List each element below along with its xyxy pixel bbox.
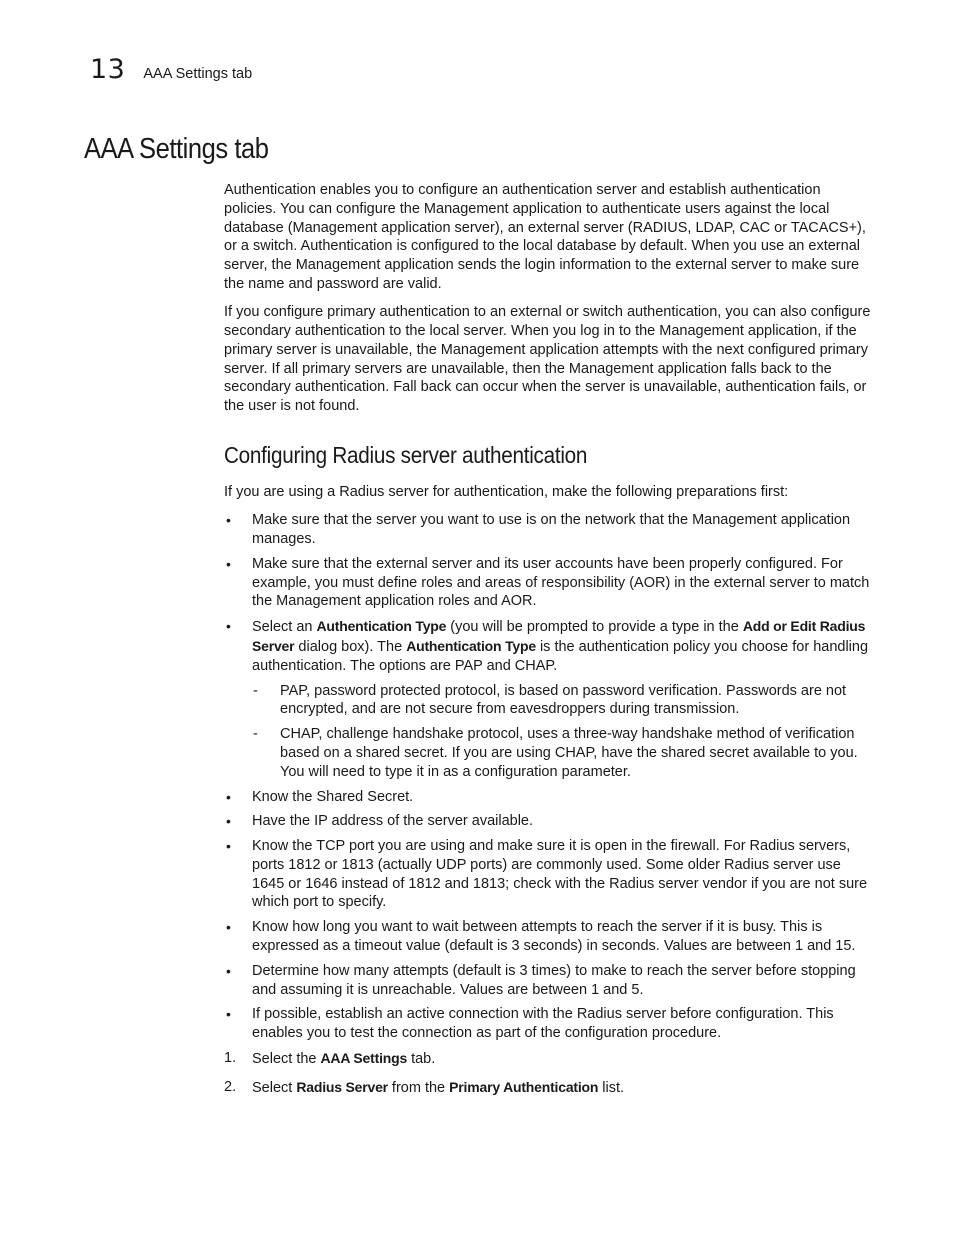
- procedure-steps: [224, 1049, 874, 1098]
- step-number: 1.: [224, 1050, 237, 1067]
- section-heading: Configuring Radius server authentication: [224, 441, 588, 468]
- list-item: • Determine how many attempts (default is 3 times) to make to reach the server before stopping and assuming it is unreachable. Values are between 1 and 5.: [224, 962, 874, 1000]
- list-item: • Make sure that the server you want to use is on the network that the Management application manages.: [224, 511, 874, 549]
- chapter-number: 13: [90, 54, 126, 85]
- list-item: • Make sure that the external server and its user accounts have been properly configured. For example, you must define roles and areas of responsibility (AOR) in the external server to match the Management application roles and AOR.: [224, 555, 874, 611]
- ui-term-authentication-type: Authentication Type: [316, 618, 447, 635]
- list-item: • Know the TCP port you are using and make sure it is open in the firewall. For Radius servers, ports 1812 or 1813 (actually UDP ports) are commonly used. Some older Radius server use 1645 or 1646 instead of 1812 and 1813; check with the Radius server vendor if you are not sure which port to specify.: [224, 837, 874, 912]
- sub-list-item: - CHAP, challenge handshake protocol, uses a three-way handshake method of verification based on a shared secret. If you are using CHAP, have the shared secret available to you. You will need to type it in as a configuration parameter.: [252, 725, 874, 781]
- list-item: • If possible, establish an active connection with the Radius server before configuration. This enables you to test the connection as part of the configuration procedure.: [224, 1005, 874, 1043]
- text-run: is the authentication policy you choose for handling authentication. The options are PAP and CHAP.: [252, 638, 869, 674]
- preparation-list: [224, 511, 874, 1043]
- list-item: [224, 617, 874, 781]
- page-header: [90, 54, 252, 86]
- text-run: from the: [387, 1080, 450, 1097]
- list-item: • Know the Shared Secret.: [224, 788, 874, 807]
- sub-list-item: - PAP, password protected protocol, is based on password verification. Passwords are not encrypted, and are not secure from eavesdroppers during transmission.: [252, 682, 874, 720]
- main-content: [224, 181, 874, 1107]
- ui-term-primary-authentication: Primary Authentication: [449, 1079, 599, 1096]
- ui-term-add-or-edit-radius-server: Add or Edit Radius Server: [252, 618, 866, 654]
- step-item: [224, 1049, 874, 1069]
- intro-paragraph: If you configure primary authentication to an external or switch authentication, you can also configure secondary authentication to the local server. When you log in to the Management application, if the primary server is unavailable, the Management application attempts with the next configured primary server. If all primary servers are unavailable, then the Management application falls back to the secondary authentication. Fall back can occur when the server is unavailable, authentication fails, or the user is not found.: [224, 304, 871, 415]
- list-item: • Know how long you want to wait between attempts to reach the server if it is busy. This is expressed as a timeout value (default is 3 seconds) in seconds. Values are between 1 and 15.: [224, 918, 874, 956]
- text-run: Select an: [252, 619, 317, 636]
- list-item: • Have the IP address of the server available.: [224, 812, 874, 831]
- intro-paragraph: Authentication enables you to configure an authentication server and establish authentication policies. You can configure the Management application to authenticate users against the local database (Management application server), an external server (RADIUS, LDAP, CAC or TACACS+), or a switch. Authentication is configured to the local database by default. When you use an external server, the Management application sends the login information to the external server to make sure the name and password are valid.: [224, 182, 866, 292]
- running-header-title: AAA Settings tab: [143, 66, 253, 82]
- page-title: AAA Settings tab: [84, 133, 269, 165]
- text-run: tab.: [407, 1051, 436, 1068]
- step-item: [224, 1078, 874, 1098]
- text-run: list.: [598, 1080, 625, 1097]
- auth-type-options: [252, 682, 874, 782]
- text-run: dialog box). The: [294, 638, 407, 655]
- ui-term-authentication-type: Authentication Type: [406, 637, 536, 654]
- ui-term-aaa-settings: AAA Settings: [320, 1050, 408, 1067]
- text-run: Select the: [252, 1051, 321, 1068]
- step-number: 2.: [224, 1079, 237, 1096]
- text-run: Select: [252, 1080, 297, 1097]
- section-lead: If you are using a Radius server for authentication, make the following preparations first:: [224, 483, 789, 500]
- text-run: (you will be prompted to provide a type in the: [446, 619, 743, 636]
- ui-term-radius-server: Radius Server: [296, 1079, 388, 1096]
